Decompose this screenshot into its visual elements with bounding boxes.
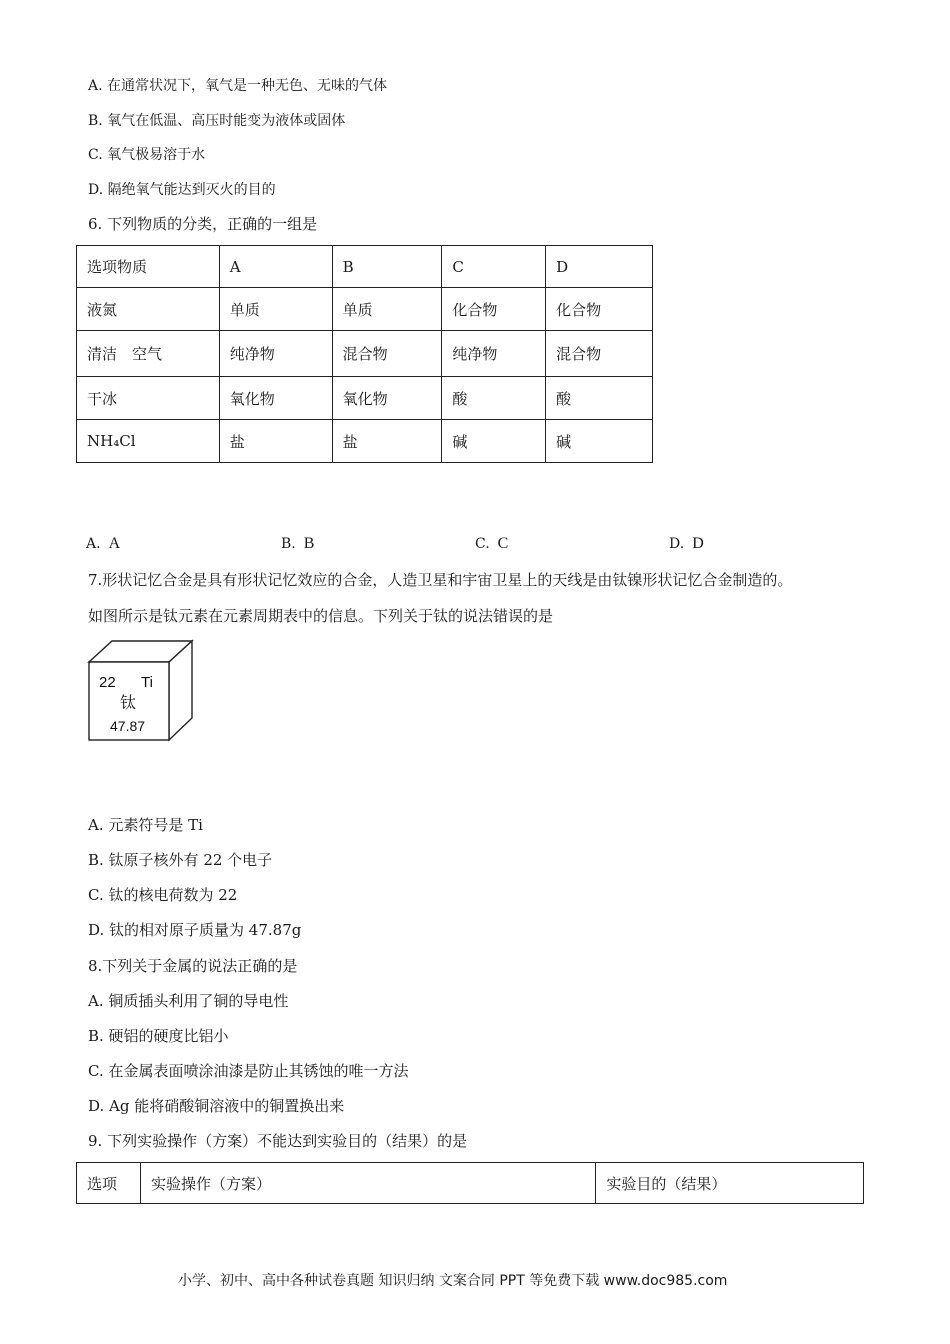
table-cell: 酸 [442,377,546,420]
table-row [77,331,653,377]
table-cell: 混合物 [546,331,653,377]
table-cell: 清洁 空气 [77,331,220,377]
table-cell: NH₄Cl [77,420,220,463]
header-cell: B [332,246,442,288]
q9-stem: 9. 下列实验操作（方案）不能达到实验目的（结果）的是 [88,1132,468,1150]
table-cell: 液氮 [77,288,220,331]
table-cell: 化合物 [546,288,653,331]
table-row [77,288,653,331]
element-symbol: Ti [141,674,153,691]
header-cell: 选项物质 [77,246,220,288]
table-cell: 纯净物 [219,331,332,377]
q6-answer-a [86,534,120,553]
table-header-row [77,1163,864,1204]
element-name: 钛 [120,693,137,712]
table-cell: 单质 [332,288,442,331]
table-cell: 盐 [219,420,332,463]
q8-stem: 8.下列关于金属的说法正确的是 [88,957,298,975]
q6-answer-b [281,534,314,553]
element-atomic-number: 22 [99,674,116,691]
q8-option-b: B. 硬铝的硬度比铝小 [88,1027,229,1045]
q6-answer-c [475,534,508,553]
answer-value: B [303,535,315,552]
q7-stem-line2: 如图所示是钛元素在元素周期表中的信息。下列关于钛的说法错误的是 [88,607,554,625]
q6-classification-table [76,245,653,463]
table-cell: 盐 [332,420,442,463]
q5-option-b: B. 氧气在低温、高压时能变为液体或固体 [88,113,346,129]
table-cell: 化合物 [442,288,546,331]
table-cell: 单质 [219,288,332,331]
table-cell: 干冰 [77,377,220,420]
table-cell: 酸 [546,377,653,420]
q7-stem-line1: 7.形状记忆合金是具有形状记忆效应的合金，人造卫星和宇宙卫星上的天线是由钛镍形状记忆合金制造的。 [88,571,793,589]
header-cell: A [219,246,332,288]
answer-label: B. [281,536,296,552]
q5-option-a: A. 在通常状况下，氧气是一种无色、无味的气体 [88,78,388,94]
q5-option-c: C. 氧气极易溶于水 [88,147,206,163]
answer-label: D. [669,536,685,552]
table-cell: 碱 [442,420,546,463]
q8-option-d: D. Ag 能将硝酸铜溶液中的铜置换出来 [88,1097,345,1115]
q6-stem: 6. 下列物质的分类，正确的一组是 [88,215,318,233]
element-atomic-mass: 47.87 [110,718,146,734]
table-cell: 纯净物 [442,331,546,377]
header-cell: 实验目的（结果） [596,1163,864,1204]
answer-label: C. [475,536,490,552]
table-cell: 氧化物 [332,377,442,420]
table-row [77,420,653,463]
q9-experiment-table [76,1162,864,1204]
table-cell: 氧化物 [219,377,332,420]
table-cell: 混合物 [332,331,442,377]
q6-answer-d [669,534,704,553]
page-footer: 小学、初中、高中各种试卷真题 知识归纳 文案合同 PPT 等免费下载 www.doc985.com [178,1273,728,1289]
q7-option-b: B. 钛原子核外有 22 个电子 [88,851,273,869]
q7-option-c: C. 钛的核电荷数为 22 [88,886,238,904]
table-header-row [77,246,653,288]
table-cell: 碱 [546,420,653,463]
q8-option-c: C. 在金属表面喷涂油漆是防止其锈蚀的唯一方法 [88,1062,409,1080]
answer-value: D [692,535,704,552]
answer-value: C [497,535,509,552]
titanium-element-cube [86,638,196,744]
header-cell: 选项 [77,1163,141,1204]
header-cell: 实验操作（方案） [140,1163,595,1204]
q7-option-d: D. 钛的相对原子质量为 47.87g [88,921,302,939]
q7-option-a: A. 元素符号是 Ti [88,816,203,834]
answer-value: A [108,535,121,552]
q8-option-a: A. 铜质插头利用了铜的导电性 [88,992,289,1010]
header-cell: D [546,246,653,288]
table-row [77,377,653,420]
answer-label: A. [86,536,101,552]
q5-option-d: D. 隔绝氧气能达到灭火的目的 [88,182,276,198]
header-cell: C [442,246,546,288]
